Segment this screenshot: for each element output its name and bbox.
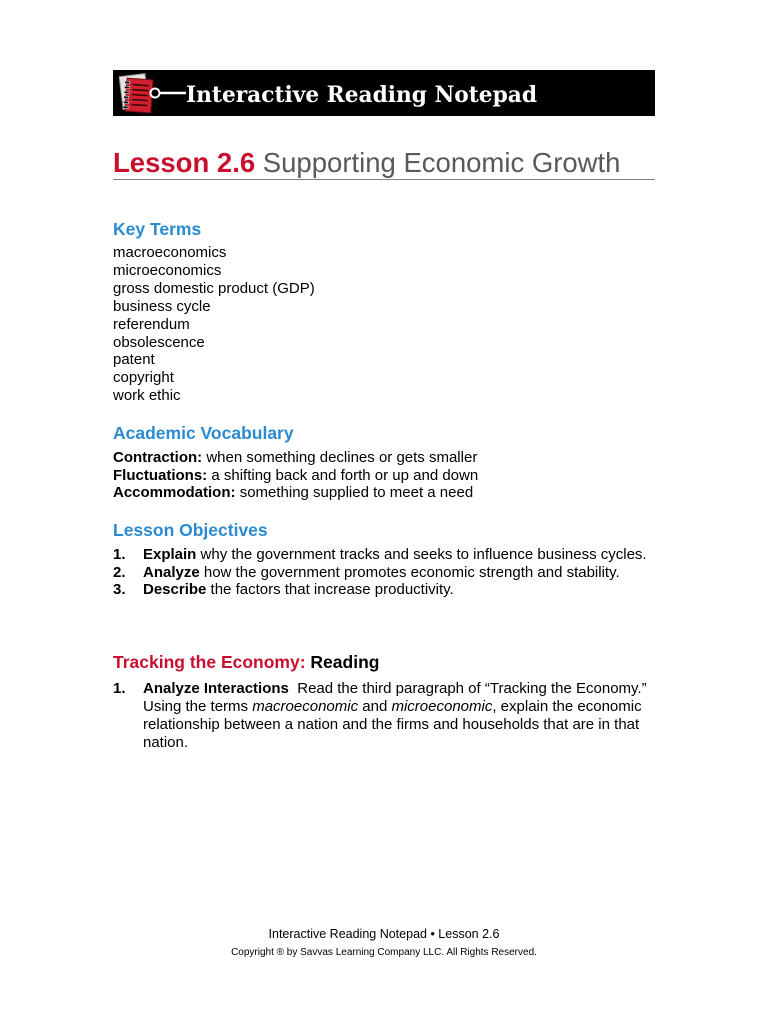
key-term: microeconomics — [113, 261, 222, 279]
academic-vocabulary-heading: Academic Vocabulary — [113, 423, 294, 443]
objective-verb: Analyze — [143, 563, 200, 581]
objective-item — [113, 546, 655, 564]
objective-description: how the government promotes economic strength and stability. — [203, 563, 620, 581]
key-term: business cycle — [113, 297, 211, 315]
objective-item — [113, 564, 655, 582]
vocab-item — [113, 467, 655, 485]
objective-description: why the government tracks and seeks to influence business cycles. — [200, 546, 647, 563]
question-text — [143, 680, 655, 752]
vocab-term: Contraction: — [113, 449, 203, 466]
question-prompt-part: Read the third paragraph of “Tracking the Economy.” Using the terms — [143, 680, 647, 715]
lesson-name: Supporting Economic Growth — [262, 147, 621, 178]
objective-text — [143, 581, 655, 599]
section-title: Tracking the Economy: — [113, 652, 306, 672]
key-term: copyright — [113, 369, 174, 387]
footer-copyright: Copyright ® by Savvas Learning Company LLC. All Rights Reserved. — [231, 947, 537, 958]
lesson-number: Lesson 2.6 — [113, 147, 256, 178]
notepad-icon — [119, 74, 153, 113]
header-banner — [113, 70, 655, 116]
question-prompt-part: and — [362, 698, 388, 715]
section-subtitle: Reading — [310, 652, 380, 672]
lesson-title — [113, 147, 655, 179]
vocab-definition: something supplied to meet a need — [239, 484, 474, 502]
vocab-item — [113, 449, 655, 467]
vocab-term: Accommodation: — [113, 484, 236, 502]
objective-item — [113, 581, 655, 599]
title-divider — [113, 179, 655, 180]
question-list — [113, 680, 655, 752]
key-term: gross domestic product (GDP) — [113, 279, 315, 297]
question-item — [113, 680, 655, 752]
vocab-definition: a shifting back and forth or up and down — [211, 466, 479, 484]
key-term: patent — [113, 351, 155, 369]
vocab-term: Fluctuations: — [113, 466, 208, 484]
key-terms-heading: Key Terms — [113, 219, 202, 239]
question-number: 1. — [113, 680, 126, 697]
question-term: microeconomic — [391, 698, 493, 715]
lesson-objectives-list — [113, 546, 655, 599]
vocab-definition: when something declines or gets smaller — [206, 449, 478, 466]
key-term: macroeconomics — [113, 244, 227, 261]
objective-text — [143, 564, 655, 582]
question-term: macroeconomic — [252, 698, 359, 715]
objective-description: the factors that increase productivity. — [210, 581, 454, 599]
objective-number: 1. — [113, 546, 126, 563]
key-terms-list — [113, 244, 655, 405]
connector-line — [151, 89, 187, 98]
footer-title: Interactive Reading Notepad • Lesson 2.6 — [268, 927, 500, 941]
key-term: obsolescence — [113, 333, 205, 351]
objective-text — [143, 546, 655, 564]
objective-verb: Describe — [143, 581, 207, 599]
academic-vocabulary-list — [113, 449, 655, 502]
key-term: referendum — [113, 315, 190, 333]
question-skill: Analyze Interactions — [143, 680, 289, 697]
objective-number: 3. — [113, 581, 126, 599]
objective-number: 2. — [113, 563, 126, 581]
lesson-objectives-heading: Lesson Objectives — [113, 520, 268, 540]
banner-title: Interactive Reading Notepad — [186, 82, 537, 108]
banner-graphic — [113, 70, 655, 116]
objective-verb: Explain — [143, 546, 197, 563]
key-term: work ethic — [113, 387, 181, 405]
vocab-item — [113, 484, 655, 502]
question-prompt-part: , explain the economic relationship between a nation and the firms and households that are in that nation. — [143, 698, 642, 751]
section-heading — [113, 652, 655, 673]
